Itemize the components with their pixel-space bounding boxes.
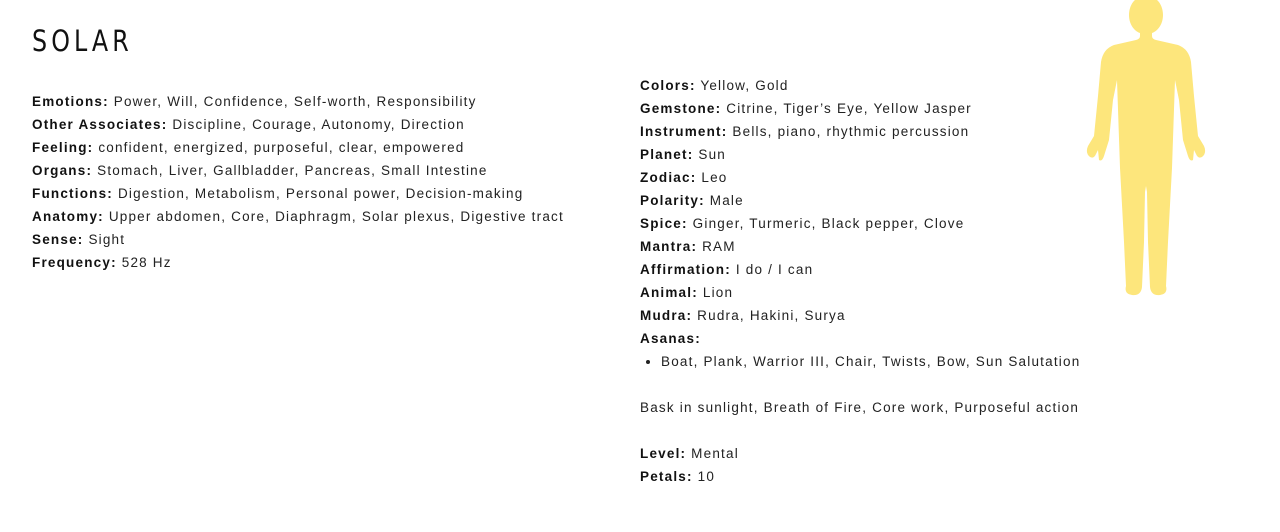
mudra-label: Mudra: [640, 308, 693, 323]
level-value: Mental [691, 446, 739, 461]
petals-value: 10 [697, 469, 716, 484]
functions-value: Digestion, Metabolism, Personal power, Decision-making [117, 186, 524, 201]
spice-value: Ginger, Turmeric, Black pepper, Clove [692, 216, 965, 231]
instrument-label: Instrument: [640, 124, 728, 139]
level-label: Level: [640, 446, 687, 461]
functions-row [32, 182, 592, 205]
left-properties [32, 90, 592, 274]
feeling-value: confident, energized, purposeful, clear, empowered [98, 140, 465, 155]
feeling-row [32, 136, 592, 159]
sense-label: Sense: [32, 232, 84, 247]
petals-label: Petals: [640, 469, 693, 484]
organs-row [32, 159, 592, 182]
human-body-silhouette-icon [1084, 0, 1208, 300]
feeling-label: Feeling: [32, 140, 94, 155]
anatomy-value: Upper abdomen, Core, Diaphragm, Solar plexus, Digestive tract [108, 209, 564, 224]
colors-label: Colors: [640, 78, 696, 93]
frequency-row [32, 251, 592, 274]
organs-label: Organs: [32, 163, 93, 178]
asanas-row [640, 327, 1180, 350]
other-associates-value: Discipline, Courage, Autonomy, Direction [172, 117, 465, 132]
asanas-label: Asanas: [640, 331, 701, 346]
gemstone-label: Gemstone: [640, 101, 722, 116]
frequency-value: 528 Hz [121, 255, 172, 270]
mudra-row [640, 304, 1180, 327]
asanas-list [640, 350, 1180, 373]
spice-label: Spice: [640, 216, 688, 231]
animal-value: Lion [702, 285, 734, 300]
planet-label: Planet: [640, 147, 694, 162]
mantra-value: RAM [702, 239, 736, 254]
page-title: SOLAR [32, 24, 133, 58]
anatomy-row [32, 205, 592, 228]
affirmation-value: I do / I can [735, 262, 814, 277]
sense-value: Sight [88, 232, 126, 247]
animal-label: Animal: [640, 285, 698, 300]
other-associates-row [32, 113, 592, 136]
frequency-label: Frequency: [32, 255, 117, 270]
other-associates-label: Other Associates: [32, 117, 168, 132]
mantra-label: Mantra: [640, 239, 698, 254]
mudra-value: Rudra, Hakini, Surya [697, 308, 846, 323]
petals-row [640, 465, 1180, 488]
gemstone-value: Citrine, Tiger’s Eye, Yellow Jasper [726, 101, 972, 116]
polarity-value: Male [709, 193, 744, 208]
sense-row [32, 228, 592, 251]
organs-value: Stomach, Liver, Gallbladder, Pancreas, Small Intestine [97, 163, 488, 178]
polarity-label: Polarity: [640, 193, 705, 208]
emotions-value: Power, Will, Confidence, Self-worth, Responsibility [113, 94, 477, 109]
instrument-value: Bells, piano, rhythmic percussion [732, 124, 970, 139]
anatomy-label: Anatomy: [32, 209, 104, 224]
zodiac-label: Zodiac: [640, 170, 697, 185]
functions-label: Functions: [32, 186, 113, 201]
colors-value: Yellow, Gold [700, 78, 789, 93]
asanas-note: Bask in sunlight, Breath of Fire, Core work, Purposeful action [640, 400, 1080, 415]
affirmation-label: Affirmation: [640, 262, 731, 277]
asanas-list-item: • Boat, Plank, Warrior III, Chair, Twists, Bow, Sun Salutation [661, 350, 1180, 373]
level-row [640, 442, 1180, 465]
emotions-label: Emotions: [32, 94, 109, 109]
planet-value: Sun [698, 147, 726, 162]
emotions-row [32, 90, 592, 113]
zodiac-value: Leo [701, 170, 728, 185]
